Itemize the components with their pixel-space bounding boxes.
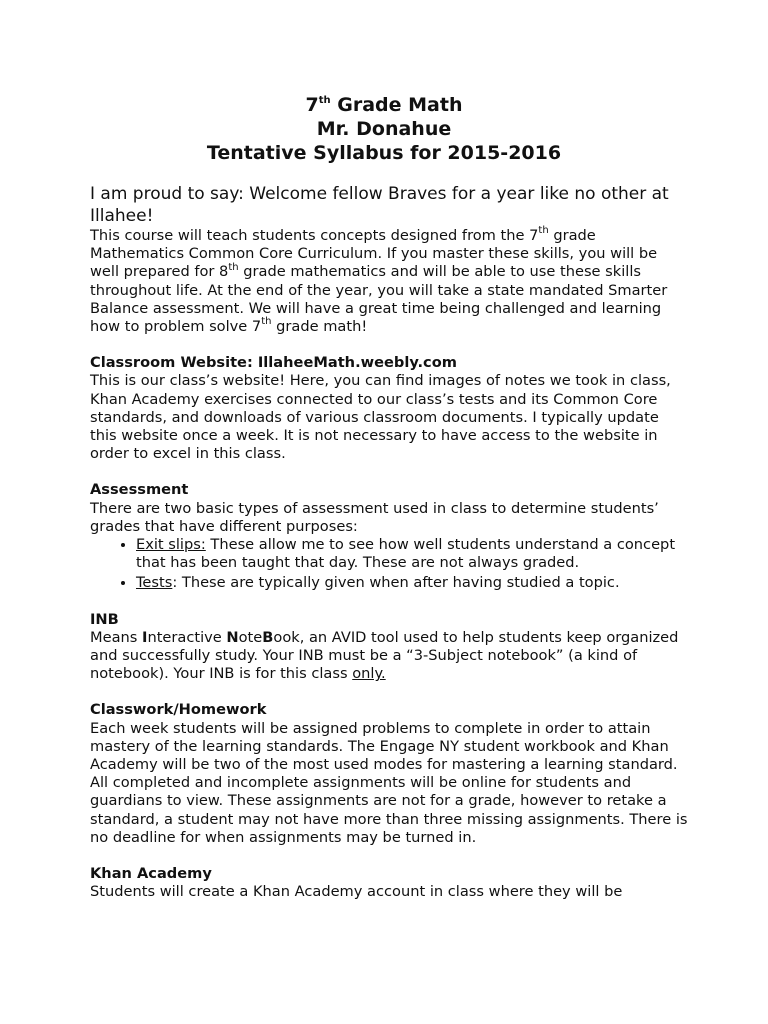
- khan-paragraph: Students will create a Khan Academy account in class where they will be: [90, 883, 623, 901]
- tests-term: Tests: [136, 574, 173, 592]
- document-body: [90, 183, 690, 902]
- title-block: [0, 93, 768, 165]
- inb-paragraph: Means Interactive NoteBook, an AVID tool used to help students keep organized and successfully study. Your INB must be a “3-Subject notebook” (a kind of notebook). Your INB is for this class only.: [90, 628, 679, 683]
- list-item-exit-slips: • Exit slips: These allow me to see how well students understand a concept that has been taught that day. These are not always graded.: [136, 536, 690, 572]
- classwork-heading: Classwork/Homework: [90, 701, 267, 719]
- website-heading: Classroom Website: IllaheeMath.weebly.com: [90, 354, 457, 372]
- intro-paragraph: This course will teach students concepts designed from the 7th grade Mathematics Common Core Curriculum. If you master these skills, you will be well prepared for 8th grade mathematics and will be able to use these skills throughout life. At the end of the year, you will take a state mandated Smarter Balance assessment. We will have a great time being challenged and learning how to problem solve 7th grade math!: [90, 225, 668, 336]
- assessment-list: [90, 536, 690, 593]
- syllabus-title: Tentative Syllabus for 2015-2016: [206, 142, 562, 164]
- teacher-name: Mr. Donahue: [316, 118, 452, 140]
- assessment-paragraph: There are two basic types of assessment used in class to determine students’ grades that have different purposes:: [90, 499, 659, 535]
- website-paragraph: This is our class’s website! Here, you can find images of notes we took in class, Khan Academy exercises connected to our class’s tests and its Common Core standards, and downloads of various classroom documents. I typically update this website once a week. It is not necessary to have access to the website in order to excel in this class.: [90, 372, 671, 463]
- course-title: [0, 93, 768, 117]
- only-emphasis: only.: [352, 665, 386, 683]
- grade-superscript: th: [318, 94, 331, 106]
- list-item-tests: • Tests: These are typically given when after having studied a topic.: [136, 574, 690, 592]
- inb-heading: INB: [90, 610, 119, 628]
- welcome-heading: I am proud to say: Welcome fellow Braves for a year like no other at Illahee!: [90, 184, 669, 226]
- grade-number: 7: [305, 94, 319, 116]
- classwork-paragraph: Each week students will be assigned problems to complete in order to attain mastery of the learning standards. The Engage NY student workbook and Khan Academy will be two of the most used modes for mastering a learning standard. All completed and incomplete assignments will be online for students and guardians to view. These assignments are not for a grade, however to retake a standard, a student may not have more than three missing assignments. There is no deadline for when assignments may be turned in.: [90, 719, 688, 846]
- khan-heading: Khan Academy: [90, 865, 212, 883]
- course-name: Grade Math: [330, 94, 463, 116]
- exit-slips-term: Exit slips:: [136, 536, 206, 554]
- assessment-heading: Assessment: [90, 481, 189, 499]
